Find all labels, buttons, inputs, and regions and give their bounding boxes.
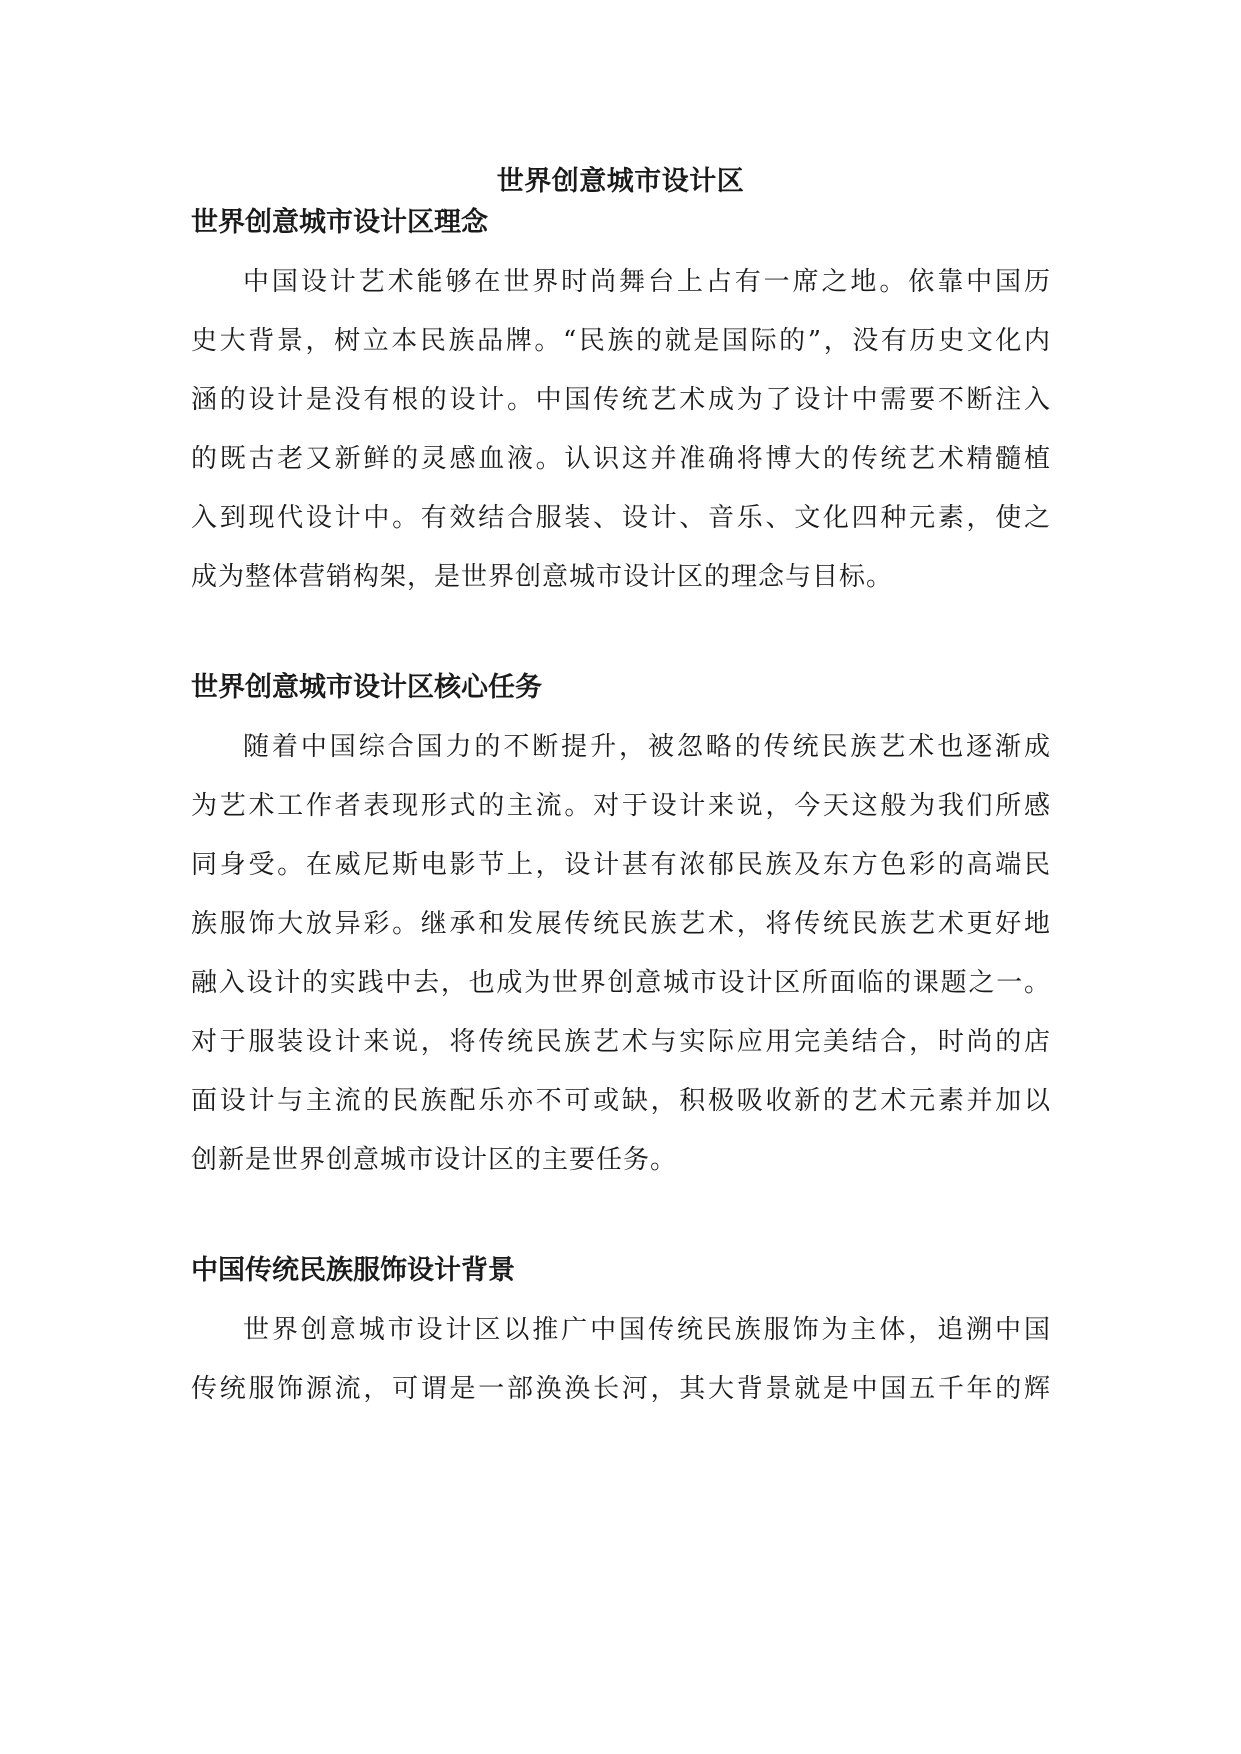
section-heading-concept: 世界创意城市设计区理念 — [191, 207, 488, 238]
paragraph-line: 史大背景，树立本民族品牌。“民族的就是国际的”，没有历史文化内 — [191, 326, 1051, 356]
paragraph-line: 传统服饰源流，可谓是一部涣涣长河，其大背景就是中国五千年的辉 — [191, 1374, 1051, 1404]
paragraph-line: 面设计与主流的民族配乐亦不可或缺，积极吸收新的艺术元素并加以 — [191, 1086, 1051, 1116]
section-heading-background: 中国传统民族服饰设计背景 — [191, 1255, 515, 1286]
paragraph-line: 同身受。在威尼斯电影节上，设计甚有浓郁民族及东方色彩的高端民 — [191, 850, 1051, 880]
paragraph-line: 对于服装设计来说，将传统民族艺术与实际应用完美结合，时尚的店 — [191, 1027, 1051, 1057]
paragraph-line: 入到现代设计中。有效结合服装、设计、音乐、文化四种元素，使之 — [191, 503, 1051, 533]
paragraph-line: 涵的设计是没有根的设计。中国传统艺术成为了设计中需要不断注入 — [191, 385, 1051, 415]
paragraph-line: 为艺术工作者表现形式的主流。对于设计来说，今天这般为我们所感 — [191, 791, 1051, 821]
paragraph-line: 中国设计艺术能够在世界时尚舞台上占有一席之地。依靠中国历 — [243, 267, 1051, 297]
paragraph-line: 随着中国综合国力的不断提升，被忽略的传统民族艺术也逐渐成 — [243, 732, 1051, 762]
paragraph-line: 的既古老又新鲜的灵感血液。认识这并准确将博大的传统艺术精髓植 — [191, 444, 1051, 474]
paragraph-line: 成为整体营销构架，是世界创意城市设计区的理念与目标。 — [191, 562, 894, 592]
document-title: 世界创意城市设计区 — [496, 166, 745, 197]
section-heading-core-tasks: 世界创意城市设计区核心任务 — [191, 672, 542, 703]
paragraph-line: 族服饰大放异彩。继承和发展传统民族艺术，将传统民族艺术更好地 — [191, 909, 1051, 939]
paragraph-line: 创新是世界创意城市设计区的主要任务。 — [191, 1145, 678, 1175]
paragraph-line: 融入设计的实践中去，也成为世界创意城市设计区所面临的课题之一。 — [191, 968, 1051, 998]
paragraph-line: 世界创意城市设计区以推广中国传统民族服饰为主体，追溯中国 — [243, 1315, 1051, 1345]
